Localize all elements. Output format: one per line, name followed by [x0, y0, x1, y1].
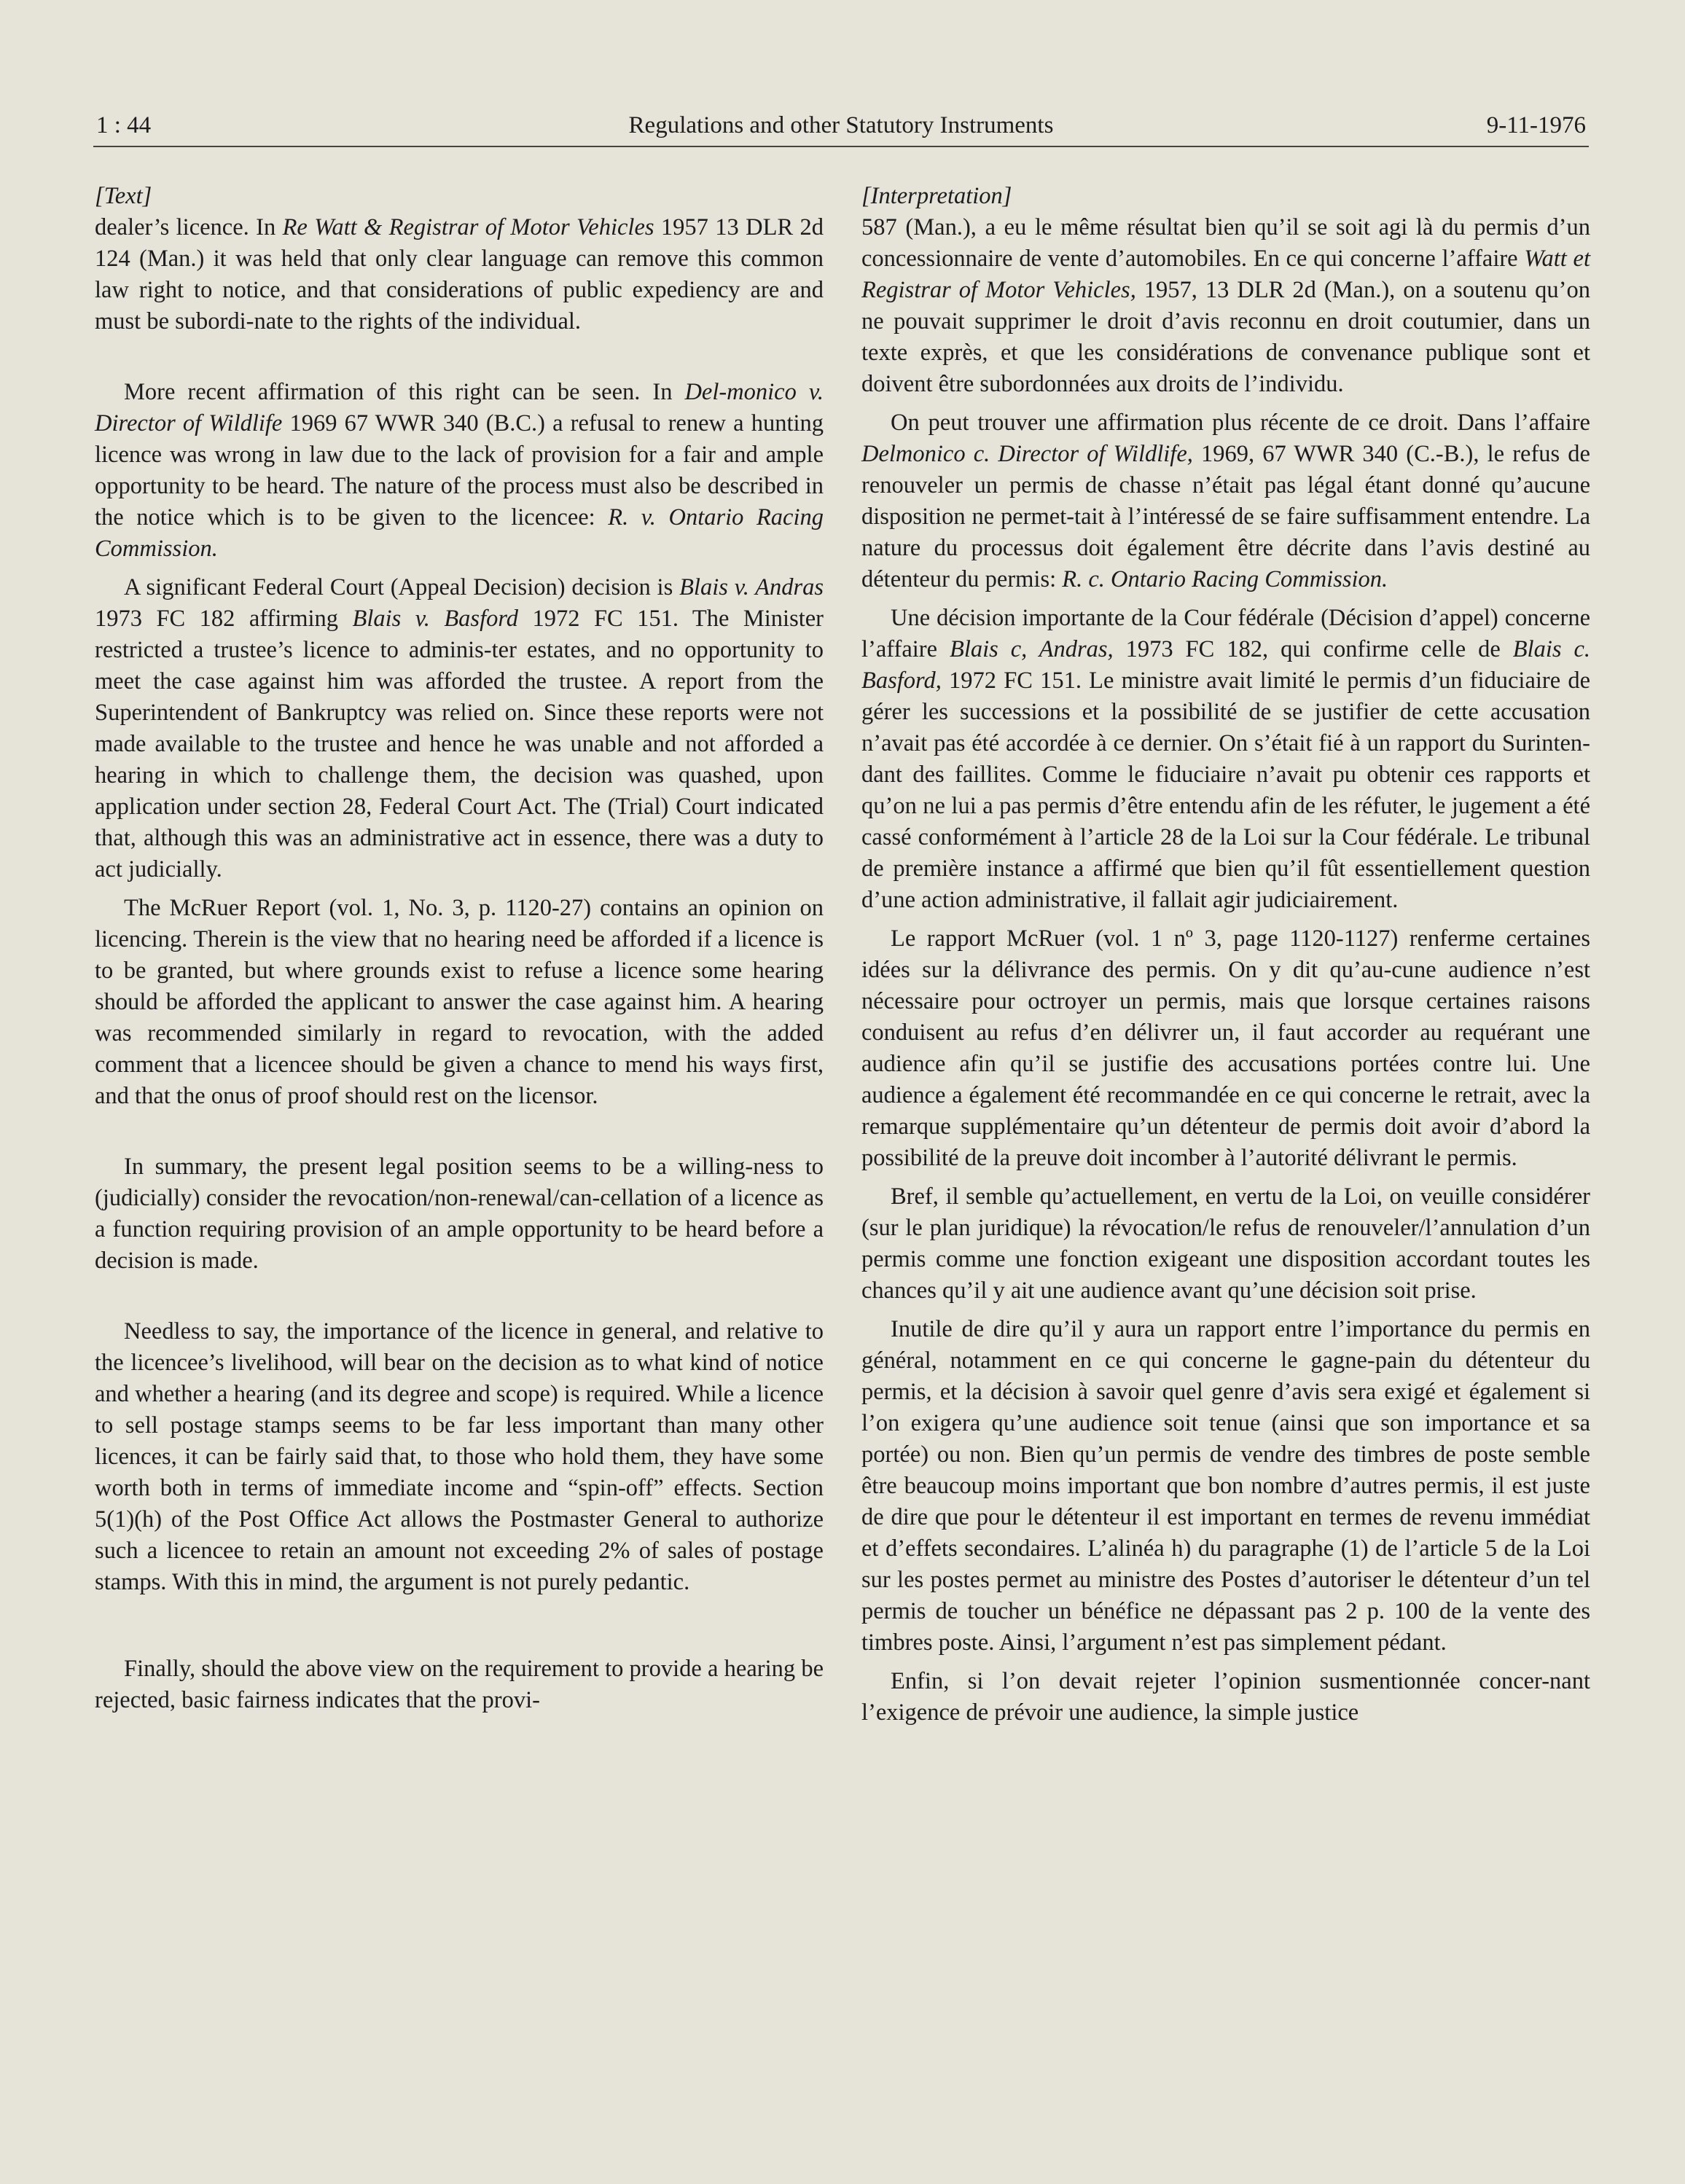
french-paragraph: [861, 1666, 1590, 1729]
french-paragraph: [861, 212, 1590, 400]
text-run: Le rapport McRuer (vol. 1 nº 3, page 1120-1127) renferme certaines idées sur la délivrance des permis. On y dit qu’au-cune audience n’est nécessaire pour octroyer un permis, mais que lorsque certaines raisons conduisent au refus d’en délivrer un, il faut accorder au requérant une audience afin qu’il se justifie des accusations portées contre lui. Une audience a également été recommandée en ce qui concerne le retrait, avec la remarque supplémentaire qu’un détenteur de permis doit avoir d’abord la possibilité de la preuve doit incomber à l’autorité délivrant le permis.: [861, 925, 1590, 1171]
italic-citation: R. c. Ontario Racing Commission.: [1062, 566, 1388, 592]
text-run: In summary, the present legal position seems to be a willing-ness to (judicially) consider the revocation/non-renewal/can-cellation of a licence as a function requiring provision of an ample opportunity to be heard before a decision is made.: [95, 1154, 824, 1274]
french-paragraph: [861, 1314, 1590, 1659]
english-section-label: [Text]: [95, 183, 152, 209]
english-paragraph: [95, 212, 824, 337]
italic-citation: Blais c. Basford,: [861, 636, 1590, 694]
french-paragraph: [861, 603, 1590, 916]
text-run: Bref, il semble qu’actuellement, en vertu de la Loi, on veuille considérer (sur le plan juridique) la révocation/le refus de renouveler/l’annulation d’un permis comme une fonction exigeant une disposition accordant toutes les chances qu’il y ait une audience avant qu’une décision soit prise.: [861, 1183, 1590, 1304]
text-run: The McRuer Report (vol. 1, No. 3, p. 1120-27) contains an opinion on licencing. Therein is the view that no hearing need be afforded if a licence is to be granted, but where grounds exist to refuse a licence some hearing should be afforded the applicant to answer the case against him. A hearing was recommended similarly in regard to revocation, with the added comment that a licencee should be given a chance to mend his ways first, and that the onus of proof should rest on the licensor.: [95, 895, 824, 1109]
text-run: 1969, 67 WWR 340 (C.-B.), le refus de renouveler un permis de chasse n’était pas légal étant donné qu’aucune disposition ne permet-tait à l’intéressé de se faire suffisamment entendre. La nature du processus doit également être décrite dans l’avis destiné au détenteur du permis:: [861, 441, 1590, 592]
english-paragraph: [95, 377, 824, 565]
italic-citation: Blais c, Andras,: [949, 636, 1114, 662]
running-title: Regulations and other Statutory Instruments: [628, 112, 1054, 138]
page-header: [93, 109, 1589, 147]
text-run: 1957, 13 DLR 2d (Man.), on a soutenu qu’on ne pouvait supprimer le droit d’avis reconnu en droit coutumier, dans un texte exprès, et que les considérations de convenance publique sont et doivent être subordonnées aux droits de l’individu.: [861, 277, 1590, 397]
italic-citation: Blais v. Basford: [352, 606, 519, 632]
text-run: dealer’s licence. In: [95, 214, 283, 240]
text-run: 1972 FC 151. The Minister restricted a trustee’s licence to adminis-ter estates, and no opportunity to meet the case against him was afforded the trustee. A report from the Superintendent of Bankruptcy was relied on. Since these reports were not made available to the trustee and hence he was unable and not afforded a hearing in which to challenge them, the decision was quashed, upon application under section 28, Federal Court Act. The (Trial) Court indicated that, although this was an administrative act in essence, there was a duty to act judicially.: [95, 606, 824, 882]
italic-citation: Re Watt & Registrar of Motor Vehicles: [282, 214, 654, 240]
issue-date: 9-11-1976: [1486, 112, 1586, 138]
italic-citation: R. v. Ontario Racing Commission.: [95, 504, 824, 562]
french-paragraph: [861, 1181, 1590, 1307]
english-paragraph: [95, 572, 824, 885]
text-run: A significant Federal Court (Appeal Decision) decision is: [124, 574, 680, 600]
english-paragraph: [95, 1653, 824, 1716]
text-run: 1973 FC 182 affirming: [95, 606, 353, 632]
text-run: Finally, should the above view on the requirement to provide a hearing be rejected, basic fairness indicates that the provi-: [95, 1656, 824, 1713]
french-section-label: [Interpretation]: [861, 183, 1012, 209]
italic-citation: Del-monico v. Director of Wildlife: [95, 379, 824, 437]
french-column: [861, 181, 1590, 1729]
text-run: 1969 67 WWR 340 (B.C.) a refusal to renew a hunting licence was wrong in law due to the lack of provision for a fair and ample opportunity to be heard. The nature of the process must also be described in the notice which is to be given to the licencee:: [95, 410, 824, 531]
english-paragraph: [95, 893, 824, 1112]
italic-citation: Blais v. Andras: [679, 574, 824, 600]
text-run: 587 (Man.), a eu le même résultat bien qu’il se soit agi là du permis d’un concessionnaire de vente d’automobiles. En ce qui concerne l’affaire: [861, 214, 1590, 272]
text-run: 1972 FC 151. Le ministre avait limité le permis d’un fiduciaire de gérer les successions et la possibilité de se justifier de cette accusation n’avait pas été accordée à ce dernier. On s’était fié à un rapport du Surinten-dant des faillites. Comme le fiduciaire n’avait pu obtenir ces rapports et qu’on ne lui a pas permis d’être entendu afin de les réfuter, le jugement a été cassé conformément à l’article 28 de la Loi sur la Cour fédérale. Le tribunal de première instance a affirmé que bien qu’il fût essentiellement question d’une action administrative, il fallait agir judiciairement.: [861, 668, 1590, 913]
french-paragraph: [861, 923, 1590, 1174]
text-run: Enfin, si l’on devait rejeter l’opinion susmentionnée concer-nant l’exigence de prévoir une audience, la simple justice: [861, 1668, 1590, 1726]
italic-citation: Watt et Registrar of Motor Vehicles,: [861, 246, 1590, 303]
english-paragraph: [95, 1316, 824, 1598]
text-run: 1957 13 DLR 2d 124 (Man.) it was held that only clear language can remove this common law right to notice, and that considerations of public expediency are and must be subordi-nate to the rights of the individual.: [95, 214, 824, 334]
english-column: [95, 181, 824, 1716]
english-paragraph: [95, 1151, 824, 1277]
french-paragraph: [861, 407, 1590, 595]
italic-citation: Delmonico c. Director of Wildlife,: [861, 441, 1193, 467]
text-run: On peut trouver une affirmation plus récente de ce droit. Dans l’affaire: [891, 410, 1590, 436]
page-number: 1 : 44: [96, 112, 152, 138]
text-run: More recent affirmation of this right can be seen. In: [124, 379, 685, 405]
text-run: Needless to say, the importance of the licence in general, and relative to the licencee’s livelihood, will bear on the decision as to what kind of notice and whether a hearing (and its degree and scope) is required. While a licence to sell postage stamps seems to be far less important than many other licences, it can be fairly said that, to those who hold them, they have some worth both in terms of immediate income and “spin-off” effects. Section 5(1)(h) of the Post Office Act allows the Postmaster General to authorize such a licencee to retain an amount not exceeding 2% of sales of postage stamps. With this in mind, the argument is not purely pedantic.: [95, 1318, 824, 1595]
text-run: 1973 FC 182, qui confirme celle de: [1113, 636, 1513, 662]
text-run: Inutile de dire qu’il y aura un rapport entre l’importance du permis en général, notamment en ce qui concerne le gagne-pain du détenteur du permis, et la décision à savoir quel genre d’avis sera exigé et également si l’on exigera qu’une audience soit tenue (ainsi que son importance et sa portée) ou non. Bien qu’un permis de vendre des timbres de poste semble être beaucoup moins important que bon nombre d’autres permis, il est juste de dire que pour le détenteur il est important en termes de revenu immédiat et d’effets secondaires. L’alinéa h) du paragraphe (1) de l’article 5 de la Loi sur les postes permet au ministre des Postes d’autoriser le détenteur d’un tel permis de toucher un bénéfice ne dépassant pas 2 p. 100 de la vente des timbres poste. Ainsi, l’argument n’est pas simplement pédant.: [861, 1316, 1590, 1656]
text-run: Une décision importante de la Cour fédérale (Décision d’appel) concerne l’affaire: [861, 605, 1590, 662]
